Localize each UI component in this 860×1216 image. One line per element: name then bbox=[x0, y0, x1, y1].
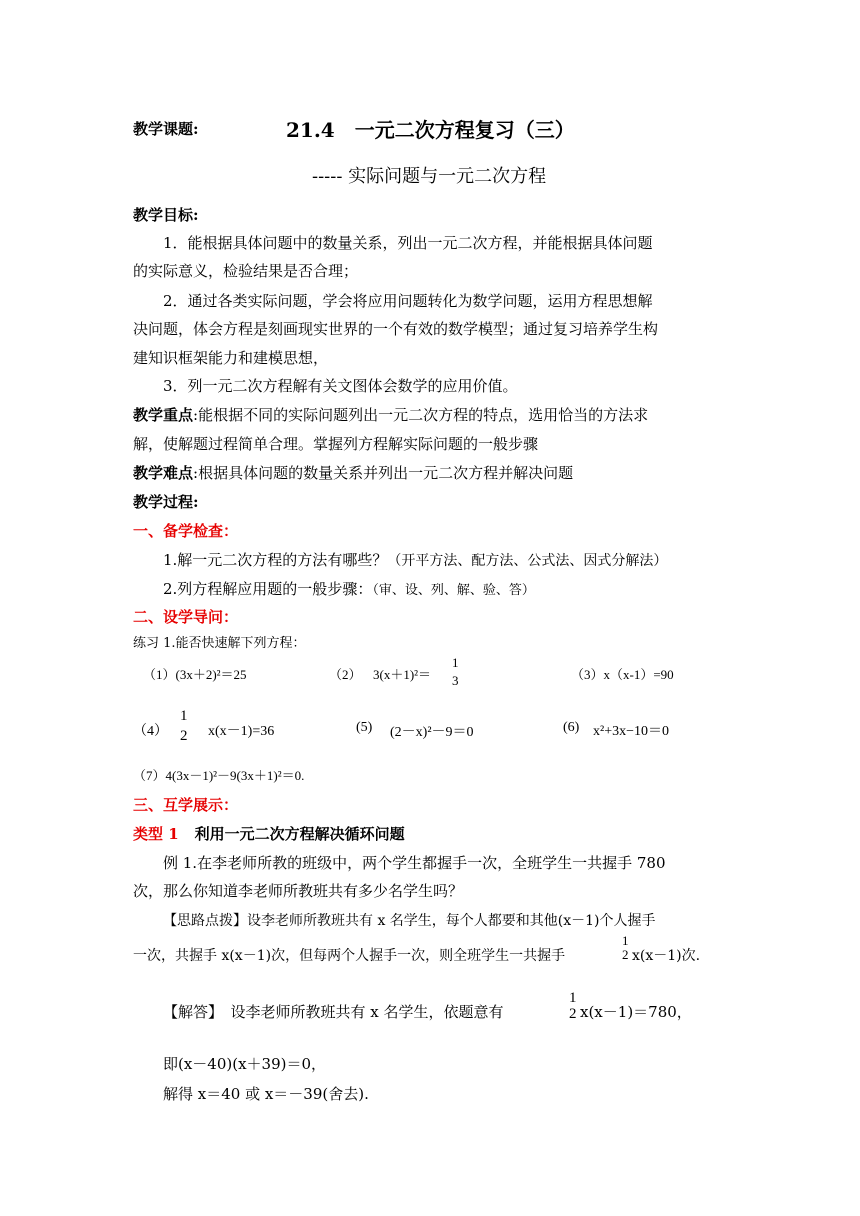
goal-2-line-3: 建知识框架能力和建模思想， bbox=[133, 349, 329, 367]
answer-equation: x(x－1)＝780， bbox=[580, 1003, 692, 1021]
example-line-1: 例 1.在李老师所教的班级中，两个学生都握手一次，全班学生一共握手 780 bbox=[163, 854, 666, 872]
difficulties-text: :根据具体问题的数量关系并列出一元二次方程并解决问题 bbox=[193, 464, 574, 482]
equation-4-prefix: （4） bbox=[133, 724, 168, 739]
solution-step-2: 解得 x＝40 或 x＝－39(舍去). bbox=[163, 1085, 369, 1103]
goal-1-line-2: 的实际意义，检验结果是否合理； bbox=[133, 262, 359, 280]
key-points-line-1 bbox=[133, 404, 648, 425]
exercise-label: 练习 1.能否快速解下列方程： bbox=[133, 636, 306, 651]
example-line-2: 次，那么你知道李老师所教班共有多少名学生吗？ bbox=[133, 882, 464, 900]
answer-fraction bbox=[568, 990, 578, 1022]
equation-7: （7）4(3x－1)²－9(3x＋1)²＝0. bbox=[133, 768, 305, 783]
section-3-heading: 三、互学展示： bbox=[133, 796, 239, 814]
equation-5-prefix: (5) bbox=[356, 720, 373, 735]
goal-3: 3．列一元二次方程解有关文图体会数学的应用价值。 bbox=[163, 377, 518, 395]
answer-numerator: 1 bbox=[569, 990, 577, 1006]
hint-fraction bbox=[621, 934, 630, 962]
eq2-numerator: 1 bbox=[452, 655, 459, 670]
q2-text: 2.列方程解应用题的一般步骤： bbox=[163, 580, 373, 598]
page-subtitle: ----- 实际问题与一元二次方程 bbox=[312, 166, 547, 187]
equation-2-fraction bbox=[451, 656, 460, 688]
q1-note: （开平方法、配方法、公式法、因式分解法） bbox=[387, 553, 668, 569]
page-title: 21.4 一元二次方程复习（三） bbox=[286, 118, 575, 142]
equation-4-fraction bbox=[179, 708, 189, 744]
section-2-heading: 二、设学导问： bbox=[133, 608, 239, 626]
solution-step-1: 即(x－40)(x＋39)＝0， bbox=[163, 1055, 327, 1073]
process-label: 教学过程: bbox=[133, 493, 199, 511]
section-1-q1 bbox=[163, 549, 667, 570]
q1-text: 1.解一元二次方程的方法有哪些？ bbox=[163, 551, 388, 569]
hint-line-2: 一次，共握手 x(x－1)次，但每两个人握手一次，则全班学生一共握手 bbox=[133, 948, 566, 964]
section-1-q2 bbox=[163, 578, 535, 599]
equation-5: (2－x)²－9＝0 bbox=[390, 725, 474, 740]
hint-line-2-end: x(x－1)次. bbox=[632, 948, 701, 964]
difficulties-label: 教学难点 bbox=[133, 464, 194, 482]
topic-label: 教学课题: bbox=[133, 120, 199, 138]
type-1-label: 类型 1 bbox=[133, 825, 179, 843]
equation-2-prefix: （2） bbox=[329, 667, 362, 682]
eq4-numerator: 1 bbox=[180, 708, 188, 724]
type-1-title: 利用一元二次方程解决循环问题 bbox=[194, 825, 405, 843]
q2-note: （审、设、列、解、验、答） bbox=[372, 583, 535, 598]
hint-line-1: 【思路点拨】设李老师所教班共有 x 名学生，每个人都要和其他(x－1)个人握手 bbox=[163, 913, 656, 929]
hint-denominator: 2 bbox=[622, 947, 629, 962]
goal-2-line-1: 2．通过各类实际问题，学会将应用问题转化为数学问题，运用方程思想解 bbox=[163, 292, 653, 310]
answer-denominator: 2 bbox=[569, 1006, 577, 1022]
answer-line: 【解答】 设李老师所教班共有 x 名学生，依题意有 bbox=[163, 1003, 504, 1021]
equation-3: （3）x（x-1）=90 bbox=[571, 667, 674, 682]
key-points-line-2: 解，使解题过程简单合理。掌握列方程解实际问题的一般步骤 bbox=[133, 435, 539, 453]
goals-label: 教学目标: bbox=[133, 206, 199, 224]
eq4-denominator: 2 bbox=[180, 728, 188, 744]
type-1-line bbox=[133, 823, 405, 844]
equation-2: 3(x＋1)²＝ bbox=[373, 667, 432, 682]
equation-6-prefix: (6) bbox=[563, 720, 580, 735]
difficulties-line bbox=[133, 462, 573, 483]
key-points-text: :能根据不同的实际问题列出一元二次方程的特点，选用恰当的方法求 bbox=[193, 406, 649, 424]
goal-1-line-1: 1．能根据具体问题中的数量关系，列出一元二次方程，并能根据具体问题 bbox=[163, 234, 653, 252]
key-points-label: 教学重点 bbox=[133, 406, 194, 424]
eq2-denominator: 3 bbox=[452, 673, 459, 688]
goal-2-line-2: 决问题，体会方程是刻画现实世界的一个有效的数学模型；通过复习培养学生构 bbox=[133, 320, 659, 338]
equation-4: x(x－1)=36 bbox=[208, 724, 275, 739]
equation-6: x²+3x−10＝0 bbox=[593, 724, 669, 739]
section-1-heading: 一、备学检查： bbox=[133, 522, 239, 540]
equation-1: （1）(3x＋2)²＝25 bbox=[143, 667, 247, 682]
hint-numerator: 1 bbox=[622, 933, 629, 948]
